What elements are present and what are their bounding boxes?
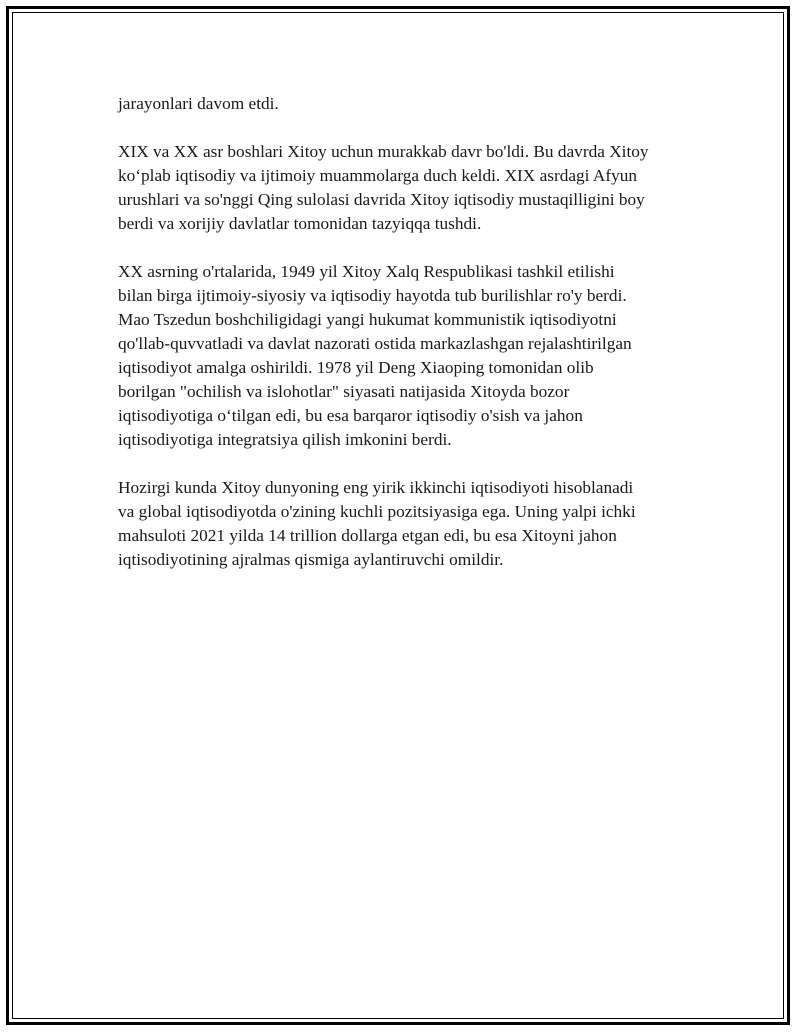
text-line: Mao Tszedun boshchiligidagi yangi hukumat kommunistik iqtisodiyotni [118,310,617,329]
text-line: urushlari va so'nggi Qing sulolasi davrida Xitoy iqtisodiy mustaqilligini boy [118,190,645,209]
text-line: XX asrning o'rtalarida, 1949 yil Xitoy Xalq Respublikasi tashkil etilishi [118,262,615,281]
text-line: iqtisodiyotiga o‘tilgan edi, bu esa barqaror iqtisodiy o'sish va jahon [118,406,583,425]
text-line: va global iqtisodiyotda o'zining kuchli pozitsiyasiga ega. Uning yalpi ichki [118,502,636,521]
text-line: qo'llab-quvvatladi va davlat nazorati ostida markazlashgan rejalashtirilgan [118,334,632,353]
text-line: ko‘plab iqtisodiy va ijtimoiy muammolarga duch keldi. XIX asrdagi Afyun [118,166,637,185]
text-line: berdi va xorijiy davlatlar tomonidan tazyiqqa tushdi. [118,214,482,233]
paragraph-1 [118,92,698,116]
text-line: borilgan "ochilish va islohotlar" siyasati natijasida Xitoyda bozor [118,382,570,401]
text-line: XIX va XX asr boshlari Xitoy uchun murakkab davr bo'ldi. Bu davrda Xitoy [118,142,649,161]
text-line: mahsuloti 2021 yilda 14 trillion dollarga etgan edi, bu esa Xitoyni jahon [118,526,617,545]
text-line: bilan birga ijtimoiy-siyosiy va iqtisodiy hayotda tub burilishlar ro'y berdi. [118,286,627,305]
document-body [118,92,698,596]
paragraph-3 [118,260,698,452]
text-line: iqtisodiyotiga integratsiya qilish imkonini berdi. [118,430,452,449]
text-line: jarayonlari davom etdi. [118,94,279,113]
paragraph-2 [118,140,698,236]
text-line: iqtisodiyotining ajralmas qismiga aylantiruvchi omildir. [118,550,504,569]
paragraph-4 [118,476,698,572]
text-line: iqtisodiyot amalga oshirildi. 1978 yil Deng Xiaoping tomonidan olib [118,358,594,377]
text-line: Hozirgi kunda Xitoy dunyoning eng yirik ikkinchi iqtisodiyoti hisoblanadi [118,478,634,497]
